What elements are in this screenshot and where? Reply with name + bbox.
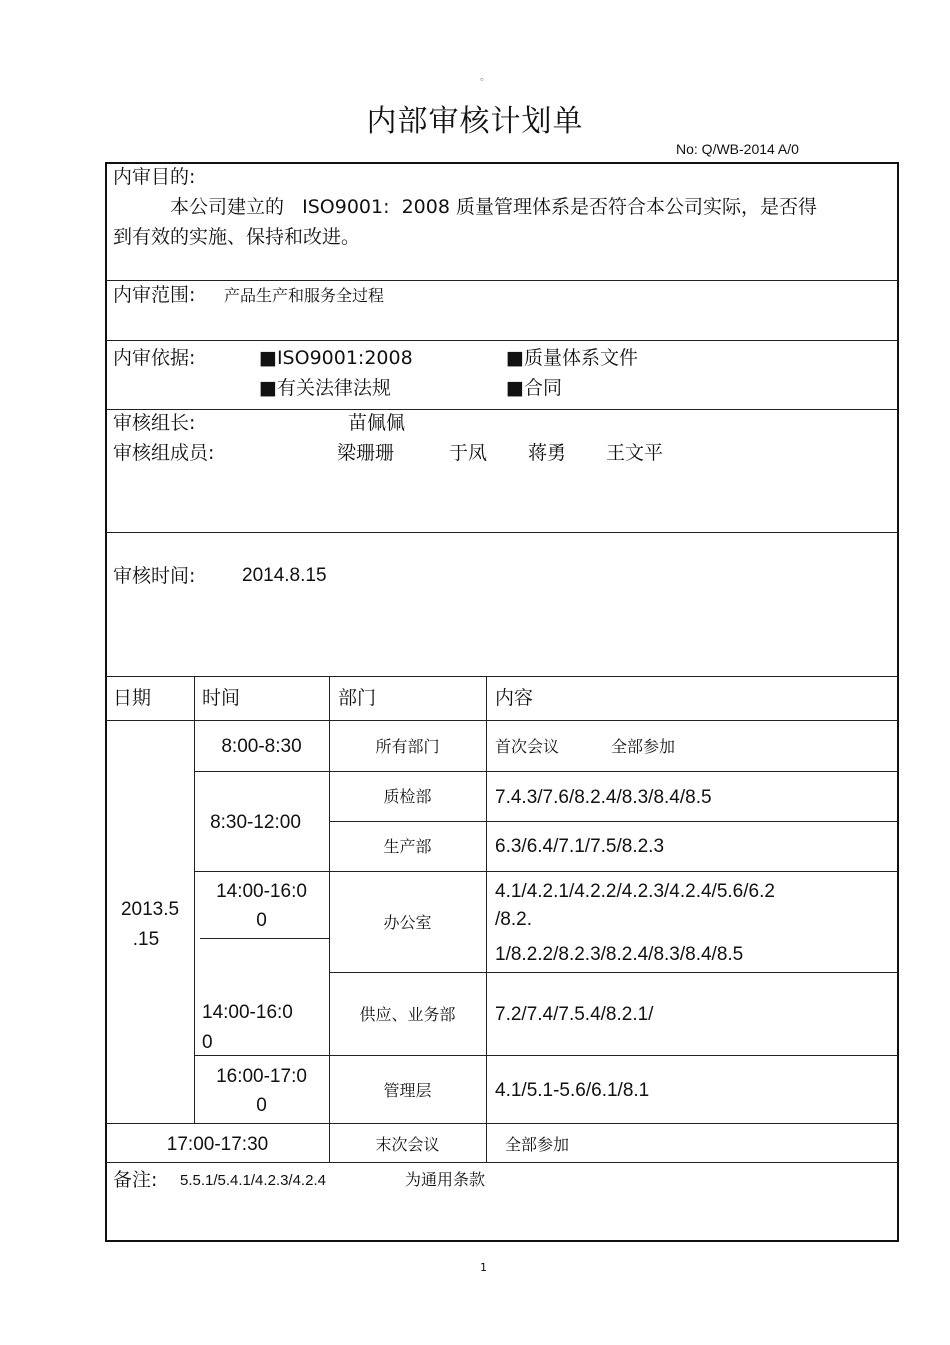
divider-purpose bbox=[106, 280, 898, 281]
team-members-label: 审核组成员: bbox=[113, 442, 215, 464]
team-member: 于凤 bbox=[449, 442, 488, 464]
remarks-label: 备注: bbox=[113, 1169, 158, 1191]
basis-item-quality-docs: ■质量体系文件 bbox=[506, 347, 638, 369]
row4-time-line1: 14:00-16:0 bbox=[216, 881, 307, 902]
team-member: 王文平 bbox=[606, 442, 664, 464]
divider-team bbox=[106, 532, 898, 533]
divider-header-row bbox=[106, 720, 898, 721]
divider-row1 bbox=[194, 771, 898, 772]
divider-basis bbox=[106, 409, 898, 410]
row7-dept: 末次会议 bbox=[375, 1135, 440, 1154]
row6-content: 4.1/5.1-5.6/6.1/8.1 bbox=[495, 1080, 650, 1101]
page-number: 1 bbox=[480, 1261, 487, 1274]
divider-row7 bbox=[106, 1162, 898, 1163]
basis-item-laws: ■有关法律法规 bbox=[259, 377, 391, 399]
divider-time bbox=[106, 676, 898, 677]
remarks-clauses: 5.5.1/5.4.1/4.2.3/4.2.4 bbox=[180, 1172, 326, 1189]
divider-row5 bbox=[194, 1055, 898, 1056]
divider-scope bbox=[106, 340, 898, 341]
schedule-header-time: 时间 bbox=[202, 687, 241, 709]
audit-time-value: 2014.8.15 bbox=[242, 565, 327, 586]
row2-content: 7.4.3/7.6/8.2.4/8.3/8.4/8.5 bbox=[495, 787, 712, 808]
basis-item-iso: ■ISO9001:2008 bbox=[259, 347, 413, 369]
team-member: 蒋勇 bbox=[528, 442, 567, 464]
row1-content-note: 全部参加 bbox=[611, 737, 676, 756]
row5-time-line2: 0 bbox=[202, 1032, 213, 1053]
divider-time-split bbox=[200, 938, 329, 939]
row2-dept: 质检部 bbox=[383, 787, 432, 806]
row7-content: 全部参加 bbox=[505, 1135, 570, 1154]
team-leader-label: 审核组长: bbox=[113, 412, 196, 434]
schedule-date-line1: 2013.5 bbox=[120, 899, 180, 920]
audit-time-label: 审核时间: bbox=[113, 565, 196, 587]
divider-row2 bbox=[329, 821, 898, 822]
row6-time-line1: 16:00-17:0 bbox=[216, 1066, 307, 1087]
purpose-text-line2: 到有效的实施、保持和改进。 bbox=[113, 226, 361, 248]
row1-time: 8:00-8:30 bbox=[221, 736, 302, 757]
row5-time-line1: 14:00-16:0 bbox=[202, 1002, 293, 1023]
row2-time: 8:30-12:00 bbox=[210, 812, 301, 833]
row1-content: 首次会议 bbox=[495, 737, 560, 756]
row3-content: 6.3/6.4/7.1/7.5/8.2.3 bbox=[495, 836, 665, 857]
document-title: 内部审核计划单 bbox=[366, 104, 584, 139]
row5-dept: 供应、业务部 bbox=[359, 1005, 456, 1024]
basis-label: 内审依据: bbox=[113, 347, 196, 369]
row1-dept: 所有部门 bbox=[375, 737, 440, 756]
row4-content-line1: 4.1/4.2.1/4.2.2/4.2.3/4.2.4/5.6/6.2 bbox=[495, 881, 775, 902]
basis-item-contract: ■合同 bbox=[506, 377, 562, 399]
team-leader-name: 苗佩佩 bbox=[348, 412, 406, 434]
row4-content-line2: /8.2. bbox=[495, 909, 532, 930]
purpose-text-line1: 本公司建立的 ISO9001: 2008 质量管理体系是否符合本公司实际，是否得 bbox=[170, 196, 817, 218]
row7-time: 17:00-17:30 bbox=[166, 1134, 269, 1155]
row4-dept: 办公室 bbox=[383, 913, 432, 932]
purpose-label: 内审目的: bbox=[113, 166, 196, 188]
schedule-date-line2: .15 bbox=[132, 929, 160, 950]
schedule-header-date: 日期 bbox=[113, 687, 152, 709]
row4-time-line2: 0 bbox=[256, 910, 267, 931]
top-mark: 。 bbox=[480, 72, 490, 83]
scope-value: 产品生产和服务全过程 bbox=[224, 286, 385, 305]
row6-time-line2: 0 bbox=[256, 1095, 267, 1116]
col-divider-dept bbox=[486, 676, 487, 1162]
row5-content: 7.2/7.4/7.5.4/8.2.1/ bbox=[495, 1004, 654, 1025]
divider-row6 bbox=[106, 1123, 898, 1124]
remarks-note: 为通用条款 bbox=[405, 1170, 486, 1189]
document-number: No: Q/WB-2014 A/0 bbox=[676, 141, 799, 157]
schedule-header-content: 内容 bbox=[495, 687, 534, 709]
row4-content-line3: 1/8.2.2/8.2.3/8.2.4/8.3/8.4/8.5 bbox=[495, 944, 744, 965]
row6-dept: 管理层 bbox=[383, 1081, 432, 1100]
divider-row4 bbox=[329, 972, 898, 973]
row3-dept: 生产部 bbox=[383, 837, 432, 856]
team-member: 梁珊珊 bbox=[337, 442, 395, 464]
divider-row3 bbox=[194, 871, 898, 872]
schedule-header-dept: 部门 bbox=[338, 687, 377, 709]
scope-label: 内审范围: bbox=[113, 284, 196, 306]
